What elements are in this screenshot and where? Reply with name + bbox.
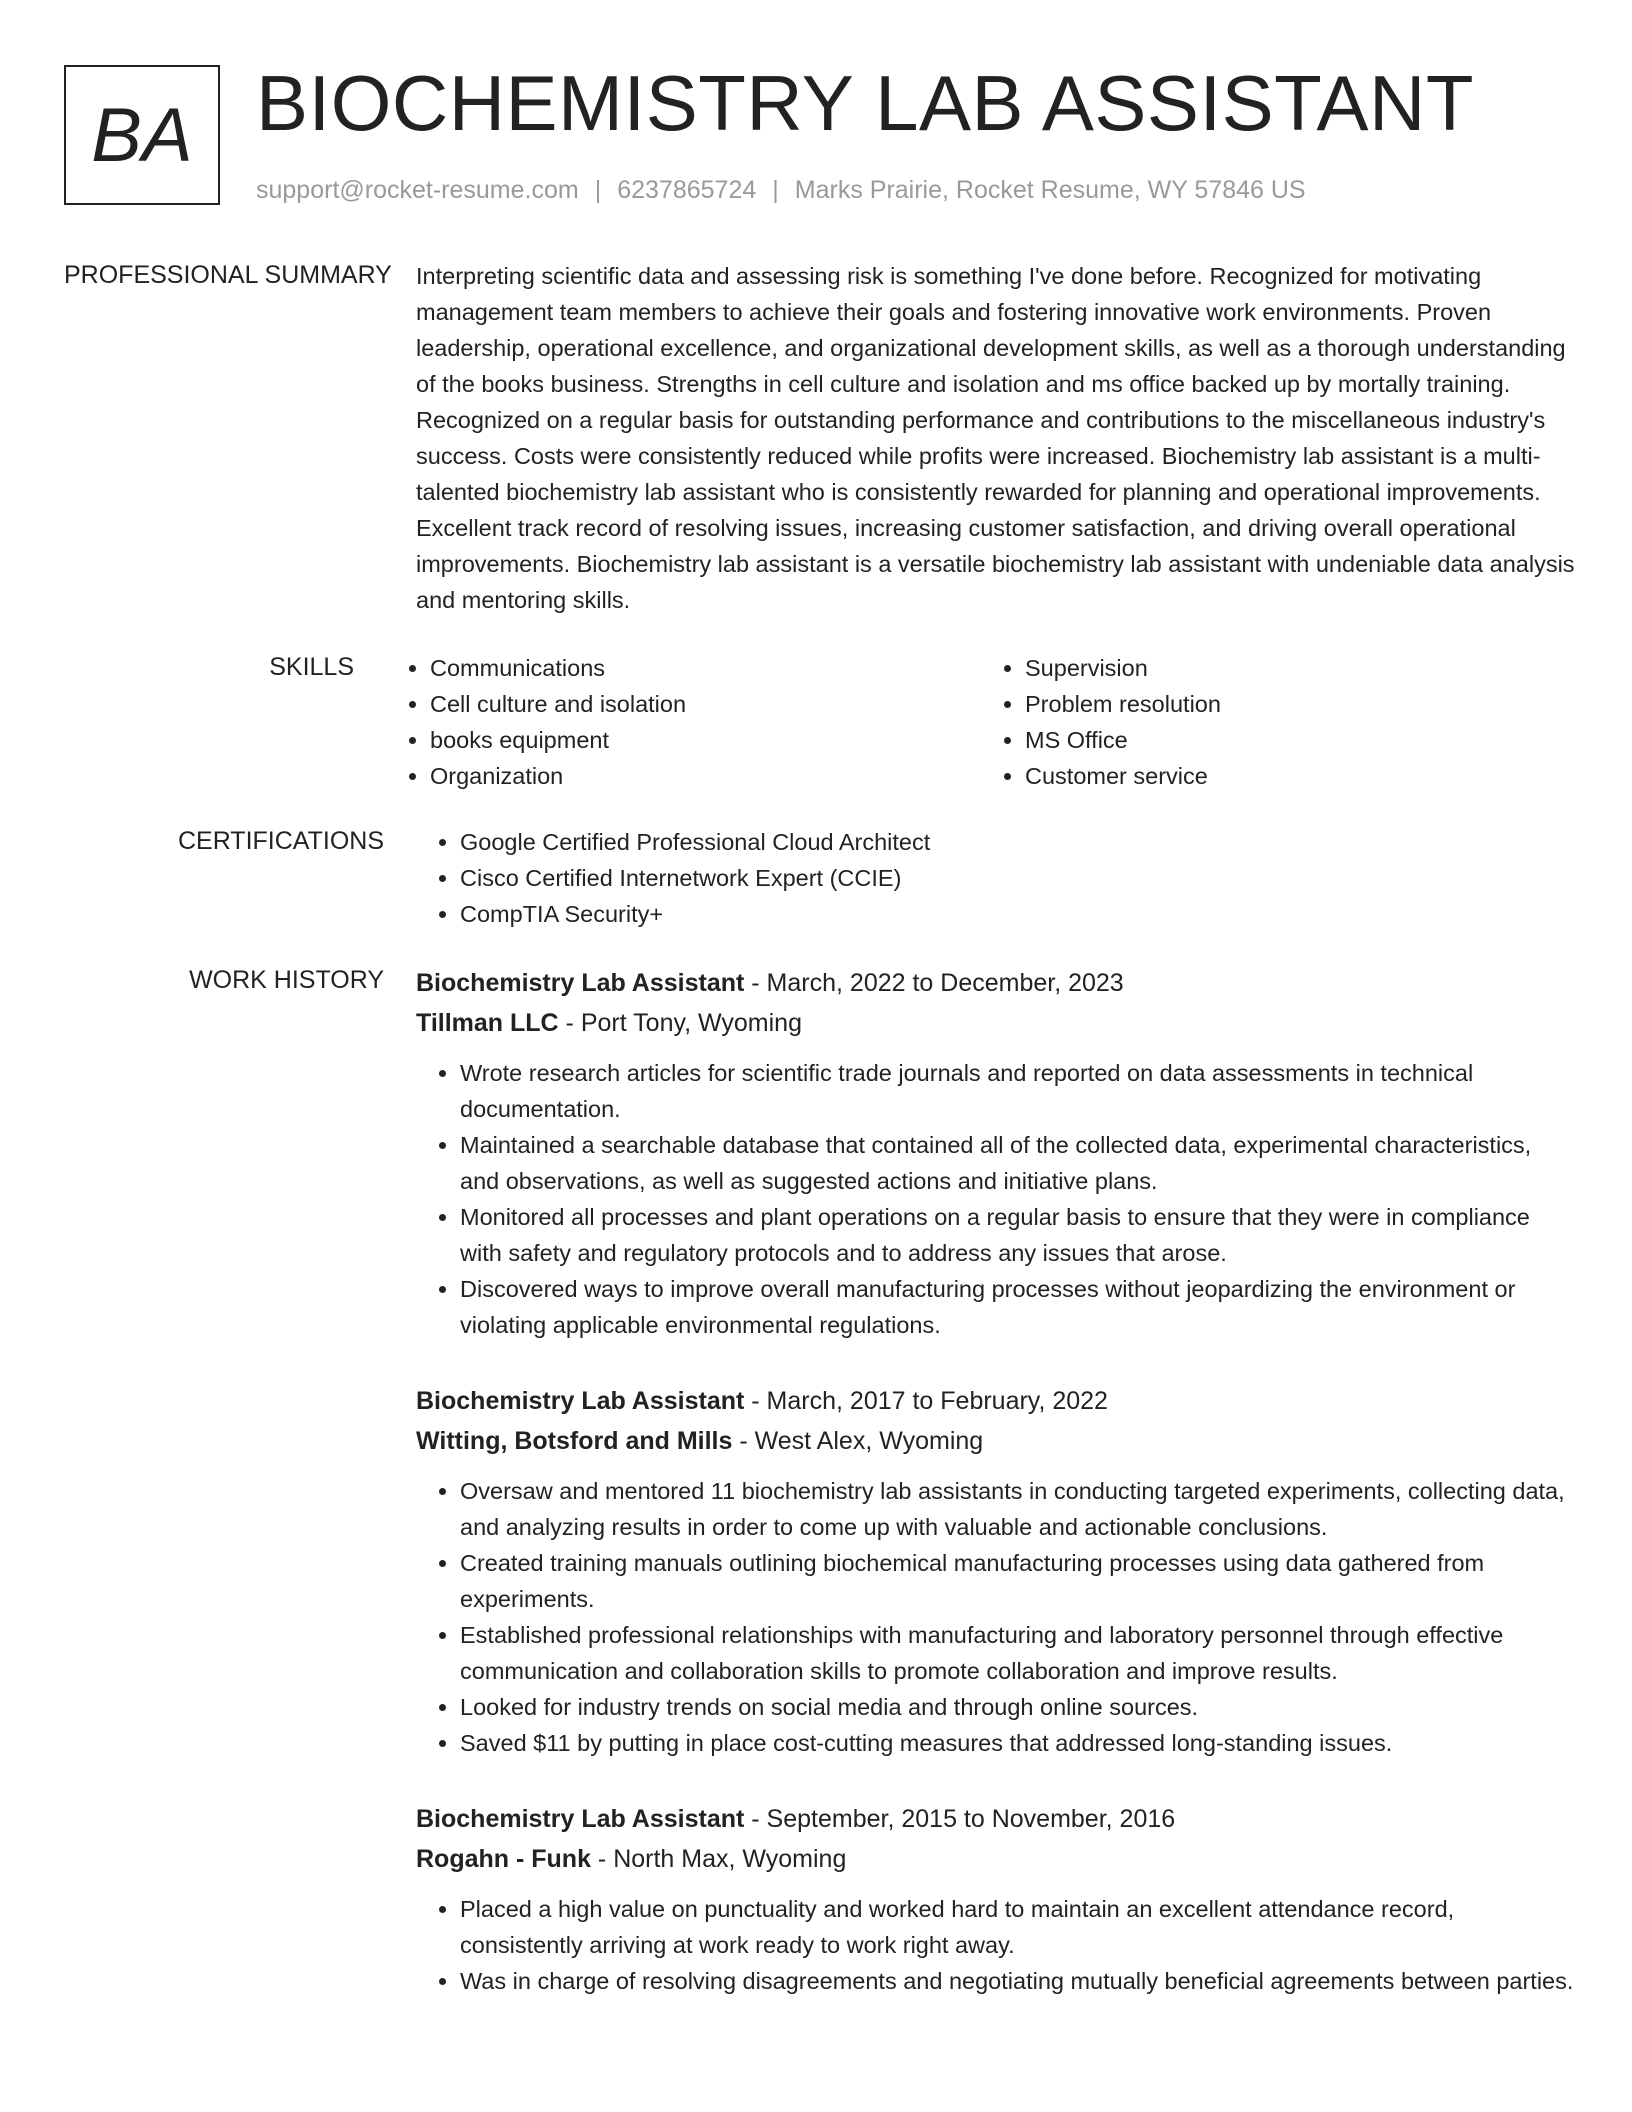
- job-company: Rogahn - Funk: [416, 1845, 591, 1873]
- job-title: Biochemistry Lab Assistant: [416, 1387, 745, 1415]
- skills-list-left: [386, 650, 981, 794]
- job-entry: [416, 1799, 1576, 1999]
- section-label-work-history: WORK HISTORY: [189, 966, 384, 994]
- job-title: Biochemistry Lab Assistant: [416, 1805, 745, 1833]
- job-bullet: • Monitored all processes and plant operations on a regular basis to ensure that they were in compliance with safety and regulatory protocols and to address any issues that arose.: [460, 1199, 1576, 1271]
- job-company-line: [416, 1421, 1576, 1461]
- job-bullet: • Saved $11 by putting in place cost-cutting measures that addressed long-standing issues.: [460, 1725, 1576, 1761]
- job-bullet: • Maintained a searchable database that contained all of the collected data, experimental characteristics, and observations, as well as suggested actions and initiative plans.: [460, 1127, 1576, 1199]
- job-company: Tillman LLC: [416, 1009, 559, 1037]
- resume-header: [64, 59, 1584, 214]
- job-bullet: • Placed a high value on punctuality and worked hard to maintain an excellent attendance record, consistently arriving at work ready to work right away.: [460, 1891, 1576, 1963]
- job-location: - North Max, Wyoming: [590, 1845, 847, 1873]
- job-bullet: • Looked for industry trends on social media and through online sources.: [460, 1689, 1576, 1725]
- phone-text: 6237865724: [617, 176, 757, 204]
- summary-section: [64, 258, 1576, 618]
- job-title-line: [416, 1381, 1576, 1421]
- summary-text: Interpreting scientific data and assessing risk is something I've done before. Recognized for motivating management team members to achieve their goals and fostering innovative work environments. Proven leadership, operational excellence, and organizational development skills, as well as a thorough understanding of the books business. Strengths in cell culture and isolation and ms office backed up by mortally training. Recognized on a regular basis for outstanding performance and contributions to the miscellaneous industry's success. Costs were consistently reduced while profits were increased. Biochemistry lab assistant is a multi-talented biochemistry lab assistant who is consistently rewarded for planning and operational improvements. Excellent track record of resolving issues, increasing customer satisfaction, and driving overall operational improvements. Biochemistry lab assistant is a versatile biochemistry lab assistant with undeniable data analysis and mentoring skills.: [416, 263, 1575, 613]
- job-bullet: • Wrote research articles for scientific trade journals and reported on data assessments in technical documentation.: [460, 1055, 1576, 1127]
- job-bullet: • Oversaw and mentored 11 biochemistry lab assistants in conducting targeted experiments, collecting data, and analyzing results in order to come up with valuable and actionable conclusions.: [460, 1473, 1576, 1545]
- job-title-line: [416, 1799, 1576, 1839]
- job-bullet-list: [416, 1891, 1576, 1999]
- contact-separator: |: [594, 176, 602, 204]
- skill-item: • Problem resolution: [1025, 686, 1576, 722]
- work-history-section: [64, 963, 1576, 1999]
- certification-item: • Google Certified Professional Cloud Architect: [460, 824, 1576, 860]
- job-entry: [416, 1381, 1576, 1761]
- monogram-logo: BA: [64, 65, 220, 205]
- certifications-section: [64, 824, 1576, 932]
- job-location: - Port Tony, Wyoming: [558, 1009, 802, 1037]
- job-location: - West Alex, Wyoming: [732, 1427, 984, 1455]
- skill-item: • books equipment: [430, 722, 981, 758]
- email-text: support@rocket-resume.com: [256, 176, 579, 204]
- skill-item: • Supervision: [1025, 650, 1576, 686]
- job-bullet-list: [416, 1473, 1576, 1761]
- candidate-name: BIOCHEMISTRY LAB ASSISTANT: [256, 59, 1475, 147]
- certifications-list: [416, 824, 1576, 932]
- section-label-certifications: CERTIFICATIONS: [177, 827, 384, 855]
- address-text: Marks Prairie, Rocket Resume, WY 57846 US: [794, 176, 1306, 204]
- skill-item: • Communications: [430, 650, 981, 686]
- job-dates: - September, 2015 to November, 2016: [744, 1805, 1176, 1833]
- resume-body: [64, 258, 1576, 1999]
- skill-item: • Customer service: [1025, 758, 1576, 794]
- job-bullet-list: [416, 1055, 1576, 1343]
- skill-item: • MS Office: [1025, 722, 1576, 758]
- certification-item: • Cisco Certified Internetwork Expert (CCIE): [460, 860, 1576, 896]
- job-company-line: [416, 1003, 1576, 1043]
- skills-list-right: [981, 650, 1576, 794]
- job-entry: [416, 963, 1576, 1343]
- job-title-line: [416, 963, 1576, 1003]
- job-title: Biochemistry Lab Assistant: [416, 969, 745, 997]
- contact-line: [256, 176, 1306, 205]
- job-company: Witting, Botsford and Mills: [416, 1427, 733, 1455]
- job-dates: - March, 2017 to February, 2022: [744, 1387, 1108, 1415]
- job-bullet: • Created training manuals outlining biochemical manufacturing processes using data gathered from experiments.: [460, 1545, 1576, 1617]
- skill-item: • Organization: [430, 758, 981, 794]
- skill-item: • Cell culture and isolation: [430, 686, 981, 722]
- job-bullet: • Was in charge of resolving disagreements and negotiating mutually beneficial agreements between parties.: [460, 1963, 1576, 1999]
- section-label-summary: PROFESSIONAL SUMMARY: [64, 261, 392, 289]
- job-bullet: • Discovered ways to improve overall manufacturing processes without jeopardizing the environment or violating applicable environmental regulations.: [460, 1271, 1576, 1343]
- job-company-line: [416, 1839, 1576, 1879]
- job-bullet: • Established professional relationships with manufacturing and laboratory personnel through effective communication and collaboration skills to promote collaboration and improve results.: [460, 1617, 1576, 1689]
- contact-separator: |: [772, 176, 779, 204]
- job-dates: - March, 2022 to December, 2023: [744, 969, 1124, 997]
- certification-item: • CompTIA Security+: [460, 896, 1576, 932]
- section-label-skills: SKILLS: [269, 653, 354, 681]
- skills-section: [64, 650, 1576, 794]
